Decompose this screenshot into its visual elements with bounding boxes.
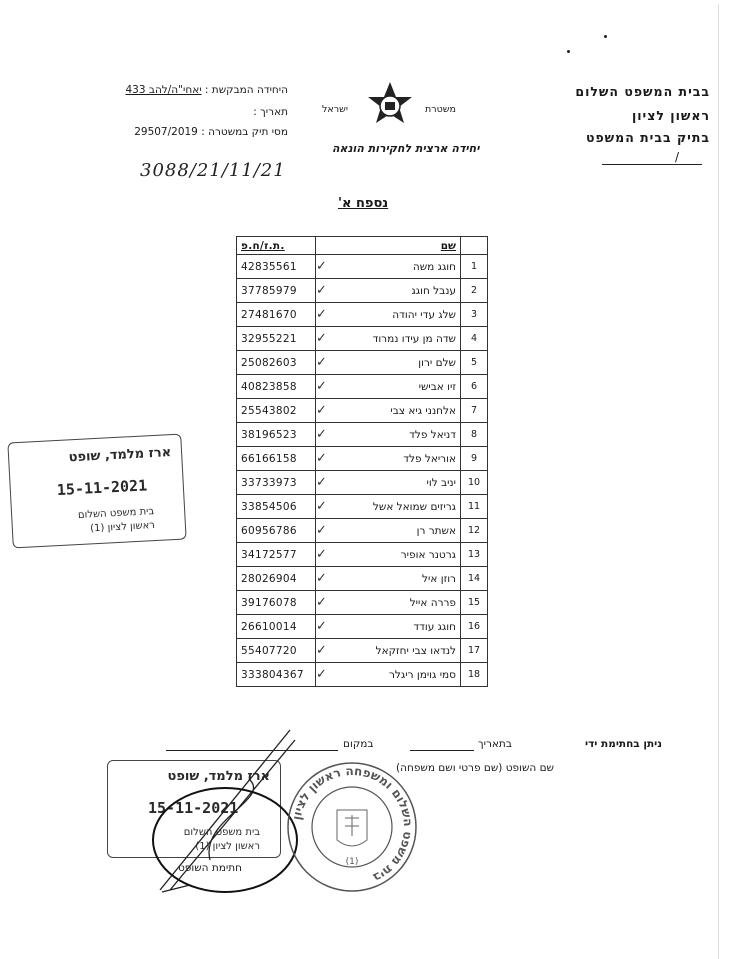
row-number: 5 xyxy=(461,351,488,375)
checkmark-icon: ✓ xyxy=(316,255,327,279)
checkmark-icon: ✓ xyxy=(316,567,327,591)
id-cell: 39176078 xyxy=(237,591,316,615)
id-cell: 37785979 xyxy=(237,279,316,303)
stamp-judge-name: ארז מלמד, שופט xyxy=(68,445,172,466)
checkmark-icon: ✓ xyxy=(316,447,327,471)
judge-signature xyxy=(150,720,300,900)
stamp-date: 15-11-2021 xyxy=(148,799,239,817)
police-file-value: 29507/2019 xyxy=(134,126,198,138)
scan-speck xyxy=(567,50,570,53)
table-row xyxy=(237,495,488,519)
name-cell: שלם ירון xyxy=(327,351,461,375)
checkmark-icon: ✓ xyxy=(316,327,327,351)
row-number: 3 xyxy=(461,303,488,327)
checkmark-icon: ✓ xyxy=(316,615,327,639)
case-slash: / xyxy=(675,150,680,164)
name-cell: זיו אבישי xyxy=(327,375,461,399)
name-cell: סמי גוימן ריגלר xyxy=(327,663,461,687)
name-cell: אוריאל פלד xyxy=(327,447,461,471)
name-cell: חוגג משה xyxy=(327,255,461,279)
checkmark-icon: ✓ xyxy=(316,471,327,495)
row-number: 7 xyxy=(461,399,488,423)
id-cell: 27481670 xyxy=(237,303,316,327)
table-row xyxy=(237,351,488,375)
checkmark-icon: ✓ xyxy=(316,423,327,447)
checkmark-icon: ✓ xyxy=(316,663,327,687)
id-cell: 40823858 xyxy=(237,375,316,399)
table-row xyxy=(237,255,488,279)
row-number: 8 xyxy=(461,423,488,447)
round-stamp-text: בית משפט השלום ומשפחה ראשון לציון xyxy=(289,763,416,885)
table-row xyxy=(237,663,488,687)
table-row xyxy=(237,519,488,543)
checkmark-icon: ✓ xyxy=(316,399,327,423)
id-cell: 26610014 xyxy=(237,615,316,639)
judge-signature-label: חתימת השופט xyxy=(177,862,242,874)
handwritten-case-number: 3088/21/11/21 xyxy=(140,160,286,181)
judge-name-field xyxy=(396,762,554,774)
table-row xyxy=(237,639,488,663)
row-number: 2 xyxy=(461,279,488,303)
table-row xyxy=(237,279,488,303)
scan-speck xyxy=(604,35,607,38)
date-field-label: בתאריך xyxy=(478,738,512,750)
table-row xyxy=(237,471,488,495)
table-row xyxy=(237,615,488,639)
id-cell: 25543802 xyxy=(237,399,316,423)
row-number: 15 xyxy=(461,591,488,615)
stamp-judge-name: ארז מלמד, שופט xyxy=(167,769,270,784)
row-number: 12 xyxy=(461,519,488,543)
table-row xyxy=(237,543,488,567)
police-emblem-icon xyxy=(350,76,430,136)
row-number: 14 xyxy=(461,567,488,591)
place-field-label: במקום xyxy=(343,738,374,750)
id-cell: 34172577 xyxy=(237,543,316,567)
row-number: 18 xyxy=(461,663,488,687)
checkmark-icon: ✓ xyxy=(316,375,327,399)
stamp-court: בית משפט השלום xyxy=(183,827,260,838)
id-cell: 60956786 xyxy=(237,519,316,543)
stamp-city: ראשון לציון (1) xyxy=(195,841,260,852)
name-cell: לנדאו צבי יחזקאל xyxy=(327,639,461,663)
table-row xyxy=(237,567,488,591)
name-cell: חוגג עודד xyxy=(327,615,461,639)
id-cell: 333804367 xyxy=(237,663,316,687)
name-cell: דניאל פלד xyxy=(327,423,461,447)
name-cell: שדה מן עידו נמרוד xyxy=(327,327,461,351)
round-stamp-inner: (1) xyxy=(345,857,359,867)
id-cell: 33854506 xyxy=(237,495,316,519)
police-file xyxy=(134,126,288,138)
stamp-date: 15-11-2021 xyxy=(56,476,148,500)
col-id-header: ת.ז/ח.פ. xyxy=(237,237,316,255)
table-row xyxy=(237,423,488,447)
name-cell: ענבל חוגג xyxy=(327,279,461,303)
checkmark-icon: ✓ xyxy=(316,543,327,567)
scan-edge xyxy=(718,4,732,959)
checkmark-icon: ✓ xyxy=(316,279,327,303)
table-row xyxy=(237,399,488,423)
defendants-table xyxy=(236,236,488,687)
appendix-title: נספח א' xyxy=(338,196,389,211)
police-unit-name: יחידה ארצית לחקירות הונאה xyxy=(332,142,480,155)
judge-name-label: שם השופט xyxy=(505,762,554,774)
col-check-header xyxy=(316,237,327,255)
id-cell: 55407720 xyxy=(237,639,316,663)
row-number: 16 xyxy=(461,615,488,639)
case-label: בתיק בבית המשפט xyxy=(585,130,710,145)
row-number: 10 xyxy=(461,471,488,495)
police-label-right: ישראל xyxy=(322,104,348,115)
checkmark-icon: ✓ xyxy=(316,519,327,543)
date-field-line xyxy=(410,750,474,751)
given-signature-label: ניתן בחתימת ידי xyxy=(585,738,662,750)
col-name-header: שם xyxy=(327,237,461,255)
date-label: תאריך : xyxy=(253,106,288,118)
name-cell: אשתר רן xyxy=(327,519,461,543)
row-number: 11 xyxy=(461,495,488,519)
checkmark-icon: ✓ xyxy=(316,351,327,375)
name-cell: פררה אייל xyxy=(327,591,461,615)
name-cell: רוזן איל xyxy=(327,567,461,591)
judge-stamp-left xyxy=(7,434,186,549)
court-city: ראשון לציון xyxy=(631,108,710,123)
requesting-unit xyxy=(125,84,288,96)
court-name: בבית המשפט השלום xyxy=(575,84,710,99)
checkmark-icon: ✓ xyxy=(316,303,327,327)
col-num-header xyxy=(461,237,488,255)
table-row xyxy=(237,327,488,351)
id-cell: 66166158 xyxy=(237,447,316,471)
id-cell: 28026904 xyxy=(237,567,316,591)
row-number: 13 xyxy=(461,543,488,567)
row-number: 9 xyxy=(461,447,488,471)
table-row xyxy=(237,447,488,471)
stamp-city: ראשון לציון (1) xyxy=(89,520,156,535)
stamp-court: בית משפט השלום xyxy=(77,506,155,522)
case-number-field xyxy=(602,164,702,165)
requesting-unit-value: יאחי"ה/להב 433 xyxy=(125,84,202,96)
id-cell: 25082603 xyxy=(237,351,316,375)
table-row xyxy=(237,591,488,615)
name-cell: שלג עדי יהודה xyxy=(327,303,461,327)
id-cell: 33733973 xyxy=(237,471,316,495)
name-cell: אלחנני גיא צבי xyxy=(327,399,461,423)
row-number: 4 xyxy=(461,327,488,351)
name-cell: יניב לוי xyxy=(327,471,461,495)
table-row xyxy=(237,303,488,327)
id-cell: 38196523 xyxy=(237,423,316,447)
checkmark-icon: ✓ xyxy=(316,591,327,615)
court-round-stamp xyxy=(285,760,419,894)
name-cell: גריזים שמואל אשל xyxy=(327,495,461,519)
table-header-row xyxy=(237,237,488,255)
checkmark-icon: ✓ xyxy=(316,639,327,663)
judge-name-hint: (שם פרטי ושם משפחה) xyxy=(396,762,503,774)
name-cell: גרטנר אופיר xyxy=(327,543,461,567)
checkmark-icon: ✓ xyxy=(316,495,327,519)
requesting-unit-label: היחידה המבקשת : xyxy=(204,84,288,96)
table-row xyxy=(237,375,488,399)
row-number: 6 xyxy=(461,375,488,399)
police-file-label: מסי תיק במשטרה : xyxy=(201,126,288,138)
id-cell: 32955221 xyxy=(237,327,316,351)
id-cell: 42835561 xyxy=(237,255,316,279)
row-number: 17 xyxy=(461,639,488,663)
police-label-left: משטרת xyxy=(425,104,456,115)
row-number: 1 xyxy=(461,255,488,279)
